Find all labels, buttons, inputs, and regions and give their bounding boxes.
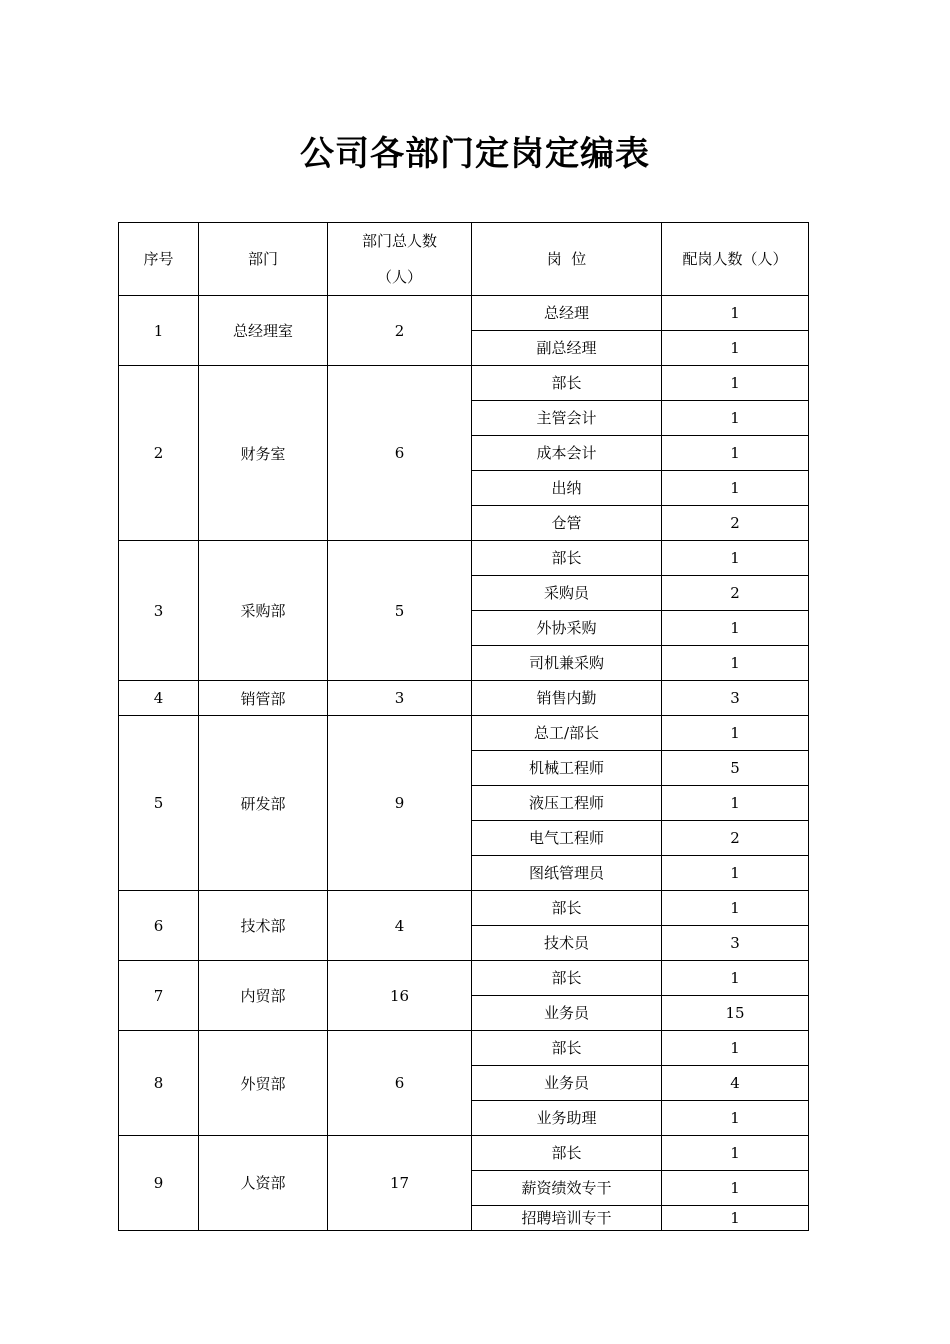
table-row xyxy=(119,366,809,401)
position-count-cell: 1 xyxy=(662,1136,809,1171)
dept-total-cell: 2 xyxy=(328,296,472,366)
position-title-cell: 出纳 xyxy=(472,471,662,506)
dept-total-cell: 6 xyxy=(328,1031,472,1136)
position-count-cell: 1 xyxy=(662,1171,809,1206)
position-title-cell: 外协采购 xyxy=(472,611,662,646)
table-row xyxy=(119,961,809,996)
dept-seq-cell: 8 xyxy=(119,1031,199,1136)
position-count-cell: 1 xyxy=(662,471,809,506)
position-count-cell: 1 xyxy=(662,1101,809,1136)
position-title-cell: 主管会计 xyxy=(472,401,662,436)
staffing-table xyxy=(118,222,809,1231)
position-count-cell: 2 xyxy=(662,506,809,541)
position-count-cell: 1 xyxy=(662,1206,809,1231)
table-row xyxy=(119,296,809,331)
dept-seq-cell: 4 xyxy=(119,681,199,716)
position-count-cell: 1 xyxy=(662,296,809,331)
position-title-cell: 业务助理 xyxy=(472,1101,662,1136)
table-row xyxy=(119,1031,809,1066)
position-title-cell: 仓管 xyxy=(472,506,662,541)
header-total xyxy=(328,223,472,296)
position-title-cell: 薪资绩效专干 xyxy=(472,1171,662,1206)
table-row xyxy=(119,681,809,716)
dept-name-cell: 财务室 xyxy=(199,366,328,541)
dept-total-cell: 3 xyxy=(328,681,472,716)
position-count-cell: 1 xyxy=(662,366,809,401)
header-position: 岗 位 xyxy=(472,223,662,296)
position-count-cell: 1 xyxy=(662,331,809,366)
position-count-cell: 1 xyxy=(662,1031,809,1066)
position-title-cell: 部长 xyxy=(472,961,662,996)
dept-total-cell: 5 xyxy=(328,541,472,681)
dept-total-cell: 9 xyxy=(328,716,472,891)
position-count-cell: 1 xyxy=(662,646,809,681)
dept-name-cell: 研发部 xyxy=(199,716,328,891)
dept-seq-cell: 9 xyxy=(119,1136,199,1231)
position-title-cell: 图纸管理员 xyxy=(472,856,662,891)
position-title-cell: 部长 xyxy=(472,366,662,401)
position-title-cell: 部长 xyxy=(472,891,662,926)
table-body xyxy=(119,296,809,1231)
dept-total-cell: 6 xyxy=(328,366,472,541)
position-title-cell: 技术员 xyxy=(472,926,662,961)
position-title-cell: 业务员 xyxy=(472,996,662,1031)
position-count-cell: 1 xyxy=(662,611,809,646)
dept-total-cell: 4 xyxy=(328,891,472,961)
header-total-line2: （人） xyxy=(376,268,422,286)
dept-seq-cell: 7 xyxy=(119,961,199,1031)
position-title-cell: 电气工程师 xyxy=(472,821,662,856)
dept-seq-cell: 1 xyxy=(119,296,199,366)
position-count-cell: 1 xyxy=(662,401,809,436)
position-title-cell: 招聘培训专干 xyxy=(472,1206,662,1231)
header-row xyxy=(119,223,809,296)
dept-name-cell: 采购部 xyxy=(199,541,328,681)
page-title: 公司各部门定岗定编表 xyxy=(300,134,650,174)
table-row xyxy=(119,716,809,751)
dept-seq-cell: 2 xyxy=(119,366,199,541)
position-count-cell: 3 xyxy=(662,681,809,716)
position-title-cell: 总工/部长 xyxy=(472,716,662,751)
dept-seq-cell: 6 xyxy=(119,891,199,961)
table-header xyxy=(119,223,809,296)
position-title-cell: 部长 xyxy=(472,541,662,576)
position-count-cell: 1 xyxy=(662,891,809,926)
dept-name-cell: 技术部 xyxy=(199,891,328,961)
position-title-cell: 销售内勤 xyxy=(472,681,662,716)
table-row xyxy=(119,891,809,926)
position-title-cell: 液压工程师 xyxy=(472,786,662,821)
position-count-cell: 1 xyxy=(662,961,809,996)
position-title-cell: 总经理 xyxy=(472,296,662,331)
position-count-cell: 3 xyxy=(662,926,809,961)
position-title-cell: 机械工程师 xyxy=(472,751,662,786)
header-total-line1: 部门总人数 xyxy=(361,232,437,250)
header-count: 配岗人数（人） xyxy=(662,223,809,296)
dept-total-cell: 16 xyxy=(328,961,472,1031)
position-title-cell: 采购员 xyxy=(472,576,662,611)
position-title-cell: 业务员 xyxy=(472,1066,662,1101)
dept-seq-cell: 5 xyxy=(119,716,199,891)
dept-name-cell: 外贸部 xyxy=(199,1031,328,1136)
position-count-cell: 1 xyxy=(662,541,809,576)
table-row xyxy=(119,1136,809,1171)
position-count-cell: 15 xyxy=(662,996,809,1031)
dept-name-cell: 人资部 xyxy=(199,1136,328,1231)
header-dept: 部门 xyxy=(199,223,328,296)
position-count-cell: 4 xyxy=(662,1066,809,1101)
position-title-cell: 部长 xyxy=(472,1136,662,1171)
dept-name-cell: 内贸部 xyxy=(199,961,328,1031)
position-title-cell: 司机兼采购 xyxy=(472,646,662,681)
position-count-cell: 1 xyxy=(662,856,809,891)
position-count-cell: 2 xyxy=(662,821,809,856)
position-count-cell: 1 xyxy=(662,786,809,821)
dept-name-cell: 总经理室 xyxy=(199,296,328,366)
position-title-cell: 部长 xyxy=(472,1031,662,1066)
dept-total-cell: 17 xyxy=(328,1136,472,1231)
position-count-cell: 1 xyxy=(662,436,809,471)
position-count-cell: 1 xyxy=(662,716,809,751)
position-title-cell: 副总经理 xyxy=(472,331,662,366)
position-title-cell: 成本会计 xyxy=(472,436,662,471)
position-count-cell: 5 xyxy=(662,751,809,786)
position-count-cell: 2 xyxy=(662,576,809,611)
table-row xyxy=(119,541,809,576)
header-seq: 序号 xyxy=(119,223,199,296)
dept-seq-cell: 3 xyxy=(119,541,199,681)
dept-name-cell: 销管部 xyxy=(199,681,328,716)
